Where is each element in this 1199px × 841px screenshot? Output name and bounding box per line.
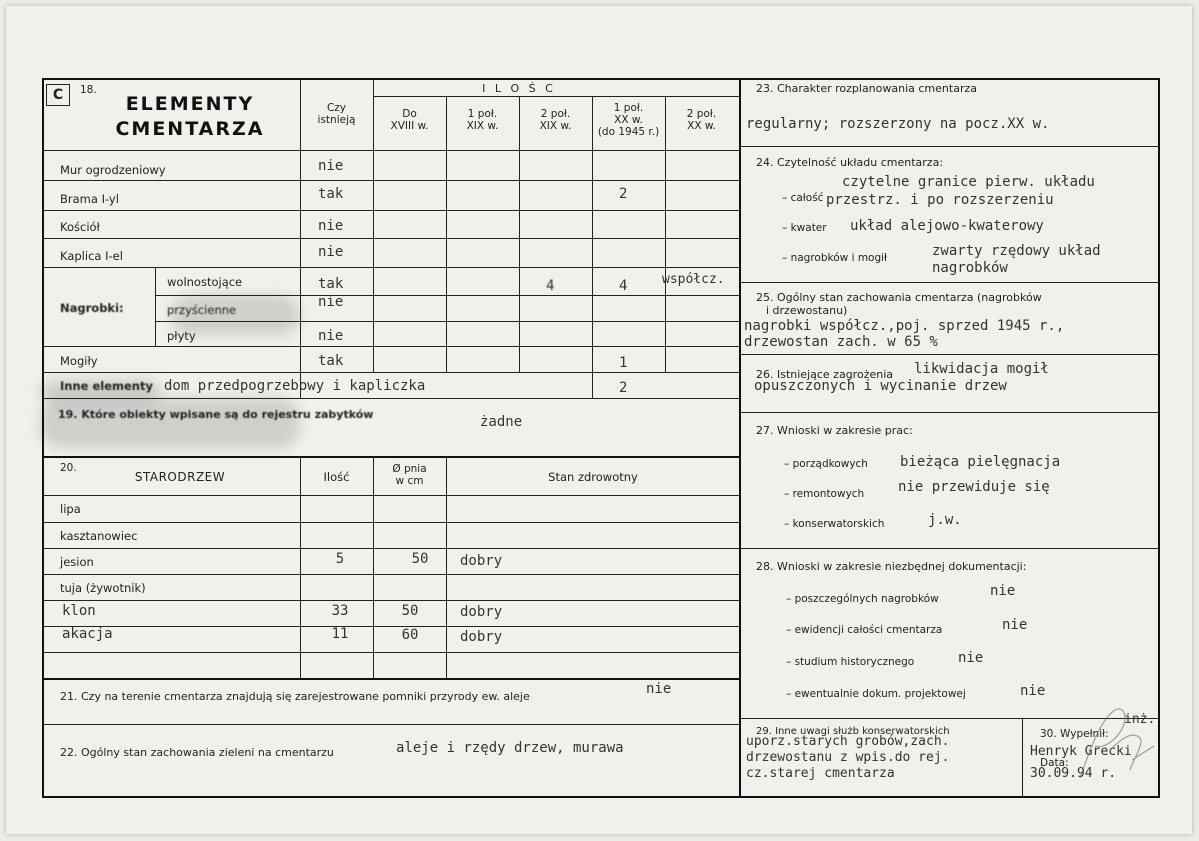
row-inne-value: dom przedpogrzebowy i kapliczka [164,378,426,394]
q24-label: 24. Czytelność układu cmentarza: [756,156,944,169]
tree-count-klon: 33 [331,603,349,619]
elements-title-line2: CMENTARZA [115,118,265,140]
q28-c-answer: nie [958,650,984,666]
trees-heading: STARODRZEW [134,470,226,484]
q28-c-label: – studium historycznego [786,656,915,668]
row-label-kosciol: Kościół [60,220,100,234]
row-label-plyty: płyty [167,329,196,343]
row-wolnostojace-period3: 4 [546,278,555,294]
row-exists-wolnostojace: tak [318,276,344,292]
row-wolnostojace-period5: współcz. [662,272,725,287]
row-exists-kaplica: nie [318,244,344,260]
q23-answer: regularny; rozszerzony na pocz.XX w. [746,116,1050,132]
row-label-wolnostojace: wolnostojące [167,275,243,289]
row-brama-period4: 2 [619,186,628,202]
q30-label: 30. Wypełnił: [1040,728,1109,740]
period-header-2: 1 poł. XIX w. [466,108,499,132]
q28-d-label: – ewentualnie dokum. projektowej [786,688,966,700]
q28-a-label: – poszczególnych nagrobków [786,593,939,605]
q24-nagrobkow-label: – nagrobków i mogił [782,252,888,264]
q19-answer: żadne [480,414,523,430]
q25-answer-line1: nagrobki współcz.,poj. sprzed 1945 r., [744,318,1065,334]
period-header-1: Do XVIII w. [390,108,429,132]
tree-diam-akacja: 60 [401,627,419,643]
q27-rem-answer: nie przewiduje się [898,479,1050,495]
elements-title-line1: ELEMENTY [125,93,255,115]
tree-diam-jesion: 50 [411,551,429,567]
row-wolnostojace-period4: 4 [619,278,628,294]
q24-calosc-label: – całość [782,192,824,204]
tree-name-kasztanowiec: kasztanowiec [60,529,138,543]
q28-a-answer: nie [990,583,1016,599]
row-label-mur: Mur ogrodzeniowy [60,163,166,177]
tree-diam-klon: 50 [401,603,419,619]
q26-answer-line1: likwidacja mogił [914,361,1049,377]
q21-answer: nie [646,681,672,697]
row-label-mogily: Mogiły [60,354,98,368]
tree-name-akacja: akacja [62,626,113,642]
tree-name-jesion: jesion [60,555,94,569]
trees-section-number: 20. [60,462,77,474]
q25-label-line1: 25. Ogólny stan zachowania cmentarza (nagrobków [756,291,1042,304]
q29-line2: drzewostanu z wpis.do rej. [746,750,950,765]
q23-label: 23. Charakter rozplanowania cmentarza [756,82,977,95]
row-inne-period4: 2 [619,380,628,396]
q22-label: 22. Ogólny stan zachowania zieleni na cmentarzu [60,746,334,759]
signature-scribble [1070,700,1160,790]
row-exists-mur: nie [318,158,344,174]
q22-answer: aleje i rzędy drzew, murawa [396,740,624,756]
tree-name-lipa: lipa [60,502,81,516]
q29-line1: uporz.starych grobów,zach. [746,734,950,749]
row-label-przyscienne: przyścienne [167,303,237,317]
q27-porz-label: – porządkowych [784,458,868,470]
q27-label: 27. Wnioski w zakresie prac: [756,424,913,437]
row-label-kaplica: Kaplica I-el [60,249,123,263]
q28-d-answer: nie [1020,683,1046,699]
tree-name-klon: klon [62,603,96,619]
row-exists-brama: tak [318,186,344,202]
q26-label: 26. Istniejące zagrożenia [756,368,894,381]
trees-col-count: Ilość [323,470,350,484]
q28-b-label: – ewidencji całości cmentarza [786,624,943,636]
ilosc-header: I L O Ś C [482,82,556,95]
q24-kwater-answer: układ alejowo-kwaterowy [850,218,1044,234]
period-header-4: 1 poł. XX w. (do 1945 r.) [597,102,660,138]
q24-calosc-line1: czytelne granice pierw. układu [842,174,1095,190]
q27-porz-answer: bieżąca pielęgnacja [900,454,1061,470]
q28-label: 28. Wnioski w zakresie niezbędnej dokumentacji: [756,560,1027,573]
row-mogily-period4: 1 [619,355,628,371]
q26-answer-line2: opuszczonych i wycinanie drzew [754,378,1007,394]
q25-answer-line2: drzewostan zach. w 65 % [744,334,938,350]
q28-b-answer: nie [1002,617,1028,633]
q24-calosc-line2: przestrz. i po rozszerzeniu [826,192,1054,208]
section-letter-box: C [46,84,70,106]
tree-count-jesion: 5 [335,551,345,567]
q29-label: 29. Inne uwagi służb konserwatorskich [756,726,950,737]
row-exists-plyty: nie [318,328,344,344]
row-label-nagrobki: Nagrobki: [60,301,124,315]
trees-col-diameter: Ø pnia w cm [392,463,427,487]
tree-health-jesion: dobry [460,553,503,569]
q27-rem-label: – remontowych [784,488,865,500]
tree-health-klon: dobry [460,604,503,620]
period-header-5: 2 poł. XX w. [686,108,717,132]
section-number: 18. [80,84,97,96]
row-exists-mogily: tak [318,353,344,369]
q27-kons-label: – konserwatorskich [784,518,885,530]
q30-date: 30.09.94 r. [1030,766,1117,781]
q24-nagrobkow-line1: zwarty rzędowy układ [932,243,1101,259]
row-exists-kosciol: nie [318,218,344,234]
q30-name: Henryk Grecki [1030,744,1132,759]
tree-name-tuja: tuja (żywotnik) [60,581,146,595]
q21-label: 21. Czy na terenie cmentarza znajdują się zarejestrowane pomniki przyrody ew. aleje [60,690,530,703]
tree-health-akacja: dobry [460,629,503,645]
trees-col-health: Stan zdrowotny [548,470,638,484]
q30-title: inż. [1124,712,1156,727]
row-exists-przyscienne: nie [318,294,344,310]
q24-nagrobkow-line2: nagrobków [932,260,1008,276]
q25-label-line2: i drzewostanu) [766,304,848,317]
period-header-3: 2 poł. XIX w. [539,108,572,132]
tree-count-akacja: 11 [331,626,349,642]
row-label-brama: Brama I-yl [60,192,119,206]
q24-kwater-label: – kwater [782,222,827,234]
col-exists-header: Czy istnieją [317,102,356,126]
q27-kons-answer: j.w. [928,512,962,528]
q19-label: 19. Które obiekty wpisane są do rejestru zabytków [58,408,374,421]
row-label-inne: Inne elementy [60,379,153,393]
q30-date-label: Data: [1040,757,1069,769]
q29-line3: cz.starej cmentarza [746,766,895,781]
